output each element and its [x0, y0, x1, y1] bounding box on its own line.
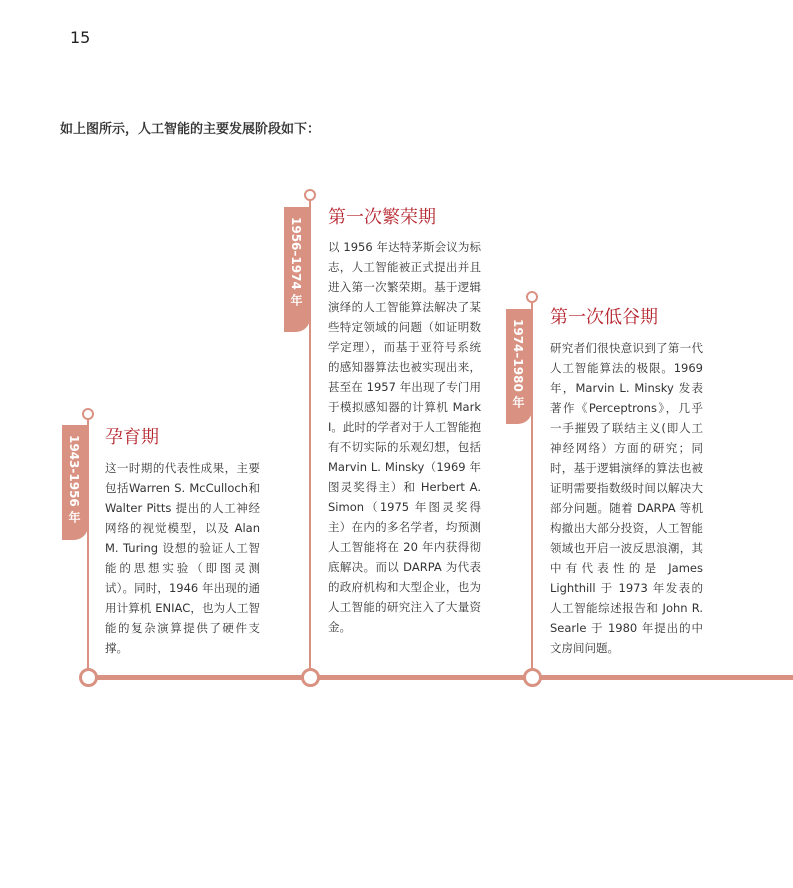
page-number: 15: [70, 28, 91, 47]
stage-3-period-tab: [506, 309, 532, 424]
stage-1-node: [79, 668, 98, 687]
stage-2-body: 以 1956 年达特茅斯会议为标志，人工智能被正式提出并且进入第一次繁荣期。基于逻辑演绎的人工智能算法解决了某些特定领域的问题（如证明数学定理），而基于亚符号系统的感知器算法也被实现出来，甚至在 1957 年出现了专门用于模拟感知器的计算机 Mark I。此时的学者对于人工智能抱有不切实际的乐观幻想，包括Marvin L. Minsky（1969 年图灵奖得主）和 Herbert A. Simon（1975 年图灵奖得主）在内的多名学者，均预测人工智能将在 20 年内获得彻底解决。而以 DARPA 为代表的政府机构和大型企业，也为人工智能的研究注入了大量资金。: [328, 240, 481, 634]
stage-2-stem-top: [304, 189, 316, 201]
stage-3-title: 第一次低谷期: [550, 307, 658, 328]
stage-1-stem-top: [82, 408, 94, 420]
stage-1-body: 这一时期的代表性成果，主要包括Warren S. McCulloch和 Walter Pitts 提出的人工神经网络的视觉模型，以及 Alan M. Turing 设想的验证人工智能的思想实验（即图灵测试）。同时，1946 年出现的通用计算机 ENIAC，也为人工智能的复杂演算提供了硬件支撑。: [105, 461, 260, 655]
stage-1-title: 孕育期: [105, 427, 159, 448]
intro-text: 如上图所示，人工智能的主要发展阶段如下：: [60, 122, 321, 137]
stage-2-node: [301, 668, 320, 687]
stage-2-period: 1956–1974 年: [289, 217, 303, 306]
stage-1-period: 1943-1956 年: [67, 435, 81, 523]
stage-3-node: [523, 668, 542, 687]
stage-2-title: 第一次繁荣期: [328, 207, 436, 228]
timeline-line: [82, 675, 793, 680]
stage-2-period-tab: [284, 207, 310, 332]
stage-3-stem-top: [526, 291, 538, 303]
stage-3-period: 1974–1980 年: [511, 319, 525, 408]
stage-1-period-tab: [62, 425, 88, 540]
stage-3-body: 研究者们很快意识到了第一代人工智能算法的极限。1969 年，Marvin L. Minsky 发表著作《Perceptrons》，几乎一手摧毁了联结主义(即人工神经网络）方面的研究；同时，基于逻辑演绎的算法也被证明需要指数级时间以解决大部分问题。随着 DARPA 等机构撤出大部分投资，人工智能领域也开启一波反思浪潮，其中有代表性的是 James Lighthill 于 1973 年发表的人工智能综述报告和 John R. Searle 于 1980 年提出的中文房间问题。: [550, 341, 703, 655]
